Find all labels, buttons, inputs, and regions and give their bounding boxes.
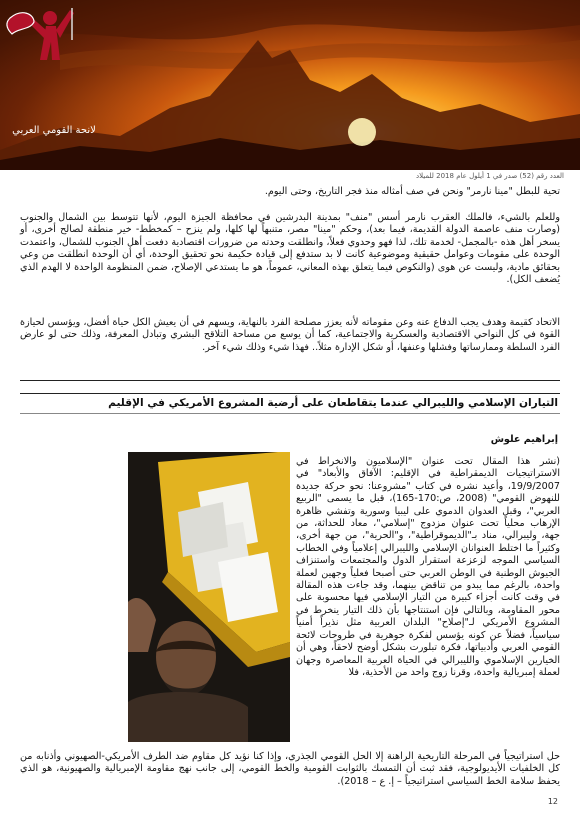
article-column-text: (نشر هذا المقال تحت عنوان "الإسلاميون والانخراط في الاستراتيجيات الديمقراطية في الإقليم: الآفاق والأبعاد" في 19/9/2007، وأعيد نشره في كتاب "مشروعنا: نحو حركة جديدة للنهوض القومي" (2008، ص:170-165)، قبل ما يسمى "الربيع العربي"، وقبل العدوان الدموي على ليبيا وسورية وتفشي ظاهرة الإرهاب محلياً تحت عنوان مزدوج "إسلامي"، معاد للحداثة، من جهة، وليبرالي، مناد بـ"الديموقراطية"، و"الحرية"، من جهة أخرى، وكثيراً ما اختلط العنوانان الإسلامي والليبرالي إعلامياً وفي الخطاب السياسي الموجه لزعزعة استقرار الدول والمجتمعات واستنزاف الجيوش الوطنية في الوطن العربي حتى أصبحا فعلياً وجهين لعملة واحدة، بالرغم مما يبدو من تناقض بينهما، وقد جاءت هذه المقالة في وقت كانت أجزاء كبيرة من التيار الإسلامي فيها محسوبة على محور المقاومة، وبالتالي فإن استنتاجها بأن ذلك التيار ينخرط في المشروع الأمريكي لـ"إصلاح" البلدان العربية مثل نذيراً أمنياً سياسياً، فضلاً عن كونه يؤسس لفكرة جوهرية في طروحات لائحة القومي العربي وأدبياتها، فكرة تبلورت بشكل أوضح لاحقاً، وهي أن الخيارين الإسلاموي والليبرالي في الحياة العربية المعاصرة وجهان لعملة إمبريالية واحدة، وقرنا زوج واحد من الأحذية، فلا	[296, 456, 560, 678]
logo-caption: لانحة القومي العربي	[12, 125, 96, 136]
logo-emblem	[0, 0, 92, 88]
article-continuation: حل استراتيجياً في المرحلة التاريخية الراهنة إلا الحل القومي الجذري، وإذا كنا نؤيد كل مقاوم ضد الطرف الأمريكي-الصهيوني وأذنابه من كل الخلفيات الأيديولوجية، فقد ثبت أن التمسك بالثوابت القومية والخط القومي، إلى جانب نهج مقاومة الإمبريالية والصهيونية، هو الذي يحفظ سلامة الخط السياسي استراتيجياً – إ. ع – 2018).	[20, 751, 560, 787]
title-underline	[20, 413, 560, 414]
article-author: إبراهيم علوش	[490, 434, 558, 445]
ballot-box-photo	[128, 452, 290, 742]
section-divider-bottom	[20, 393, 560, 394]
article-title: التياران الإسلامي والليبرالي عندما يتقاطعان على أرضية المشروع الأمريكي في الإقليم	[108, 397, 558, 409]
section-divider-top	[20, 380, 560, 381]
page-number: 12	[547, 797, 558, 806]
intro-paragraph-1: تحية للبطل "مينا نارمر" ونحن في صف أمثاله منذ فجر التاريخ، وحتى اليوم.	[264, 186, 560, 197]
header-banner	[0, 0, 580, 170]
intro-paragraph-2: وللعلم بالشيء، فالملك العقرب نارمر أسس "منف" بمدينة البدرشين في محافظة الجيزة اليوم، لأنها تتوسط بين الشمال والجنوب (وصارت منف عاصمة الدولة القديمة، فيما بعد)، وحكم "مينا" مصر، متنبهاً لها كلها، ولم ينزح – كمخطط- خير منطقة لصالح أخرى، أو يسخر أهل هذه -بالمجمل- لخدمة تلك، لذا فهو وحدوي فعلاً، وانطلقت وحدته من ضرورات اقتصادية دفعت أهل الجنوب للشمال، واعتمدت الوحدة على مقومات وعوامل حقيقية وموضوعية كانت لا بد ستدفع إلى قيادة حكيمة نحو تحقيق الوحدة، أي أن الوحدة انطلقت من وعي بحقائق مادية، وليست عن هوى (والنكوص فيما يتعلق بهذه المعاني، عموماً، هو ما يستدعي الإصلاح، ضمن المنظومة الواحدة لا الهدم الذي يُضعف الكل).	[20, 212, 560, 286]
intro-paragraph-3: الاتحاد كقيمة وهدف يجب الدفاع عنه وعن مقوماته لأنه يعزز مصلحة الفرد بالنهاية، ويسهم في أن يعيش الكل حياة أفضل، ويؤسس لحيازة القوة في كل النواحي الاقتصادية والعسكرية والاجتماعية، كما أن يوسع من مساحة التلاقح البشري وتبادل المعرفة، وذلك حتى لو عارض الفرد السلطة وممارساتها وفشلها وعنفها، أو شكل الإدارة مثلاً.. فهذا شيء وذلك شيء آخر.	[20, 317, 560, 353]
issue-info: العدد رقم (52) صدر في 1 أيلول عام 2018 للميلاد	[416, 172, 564, 180]
